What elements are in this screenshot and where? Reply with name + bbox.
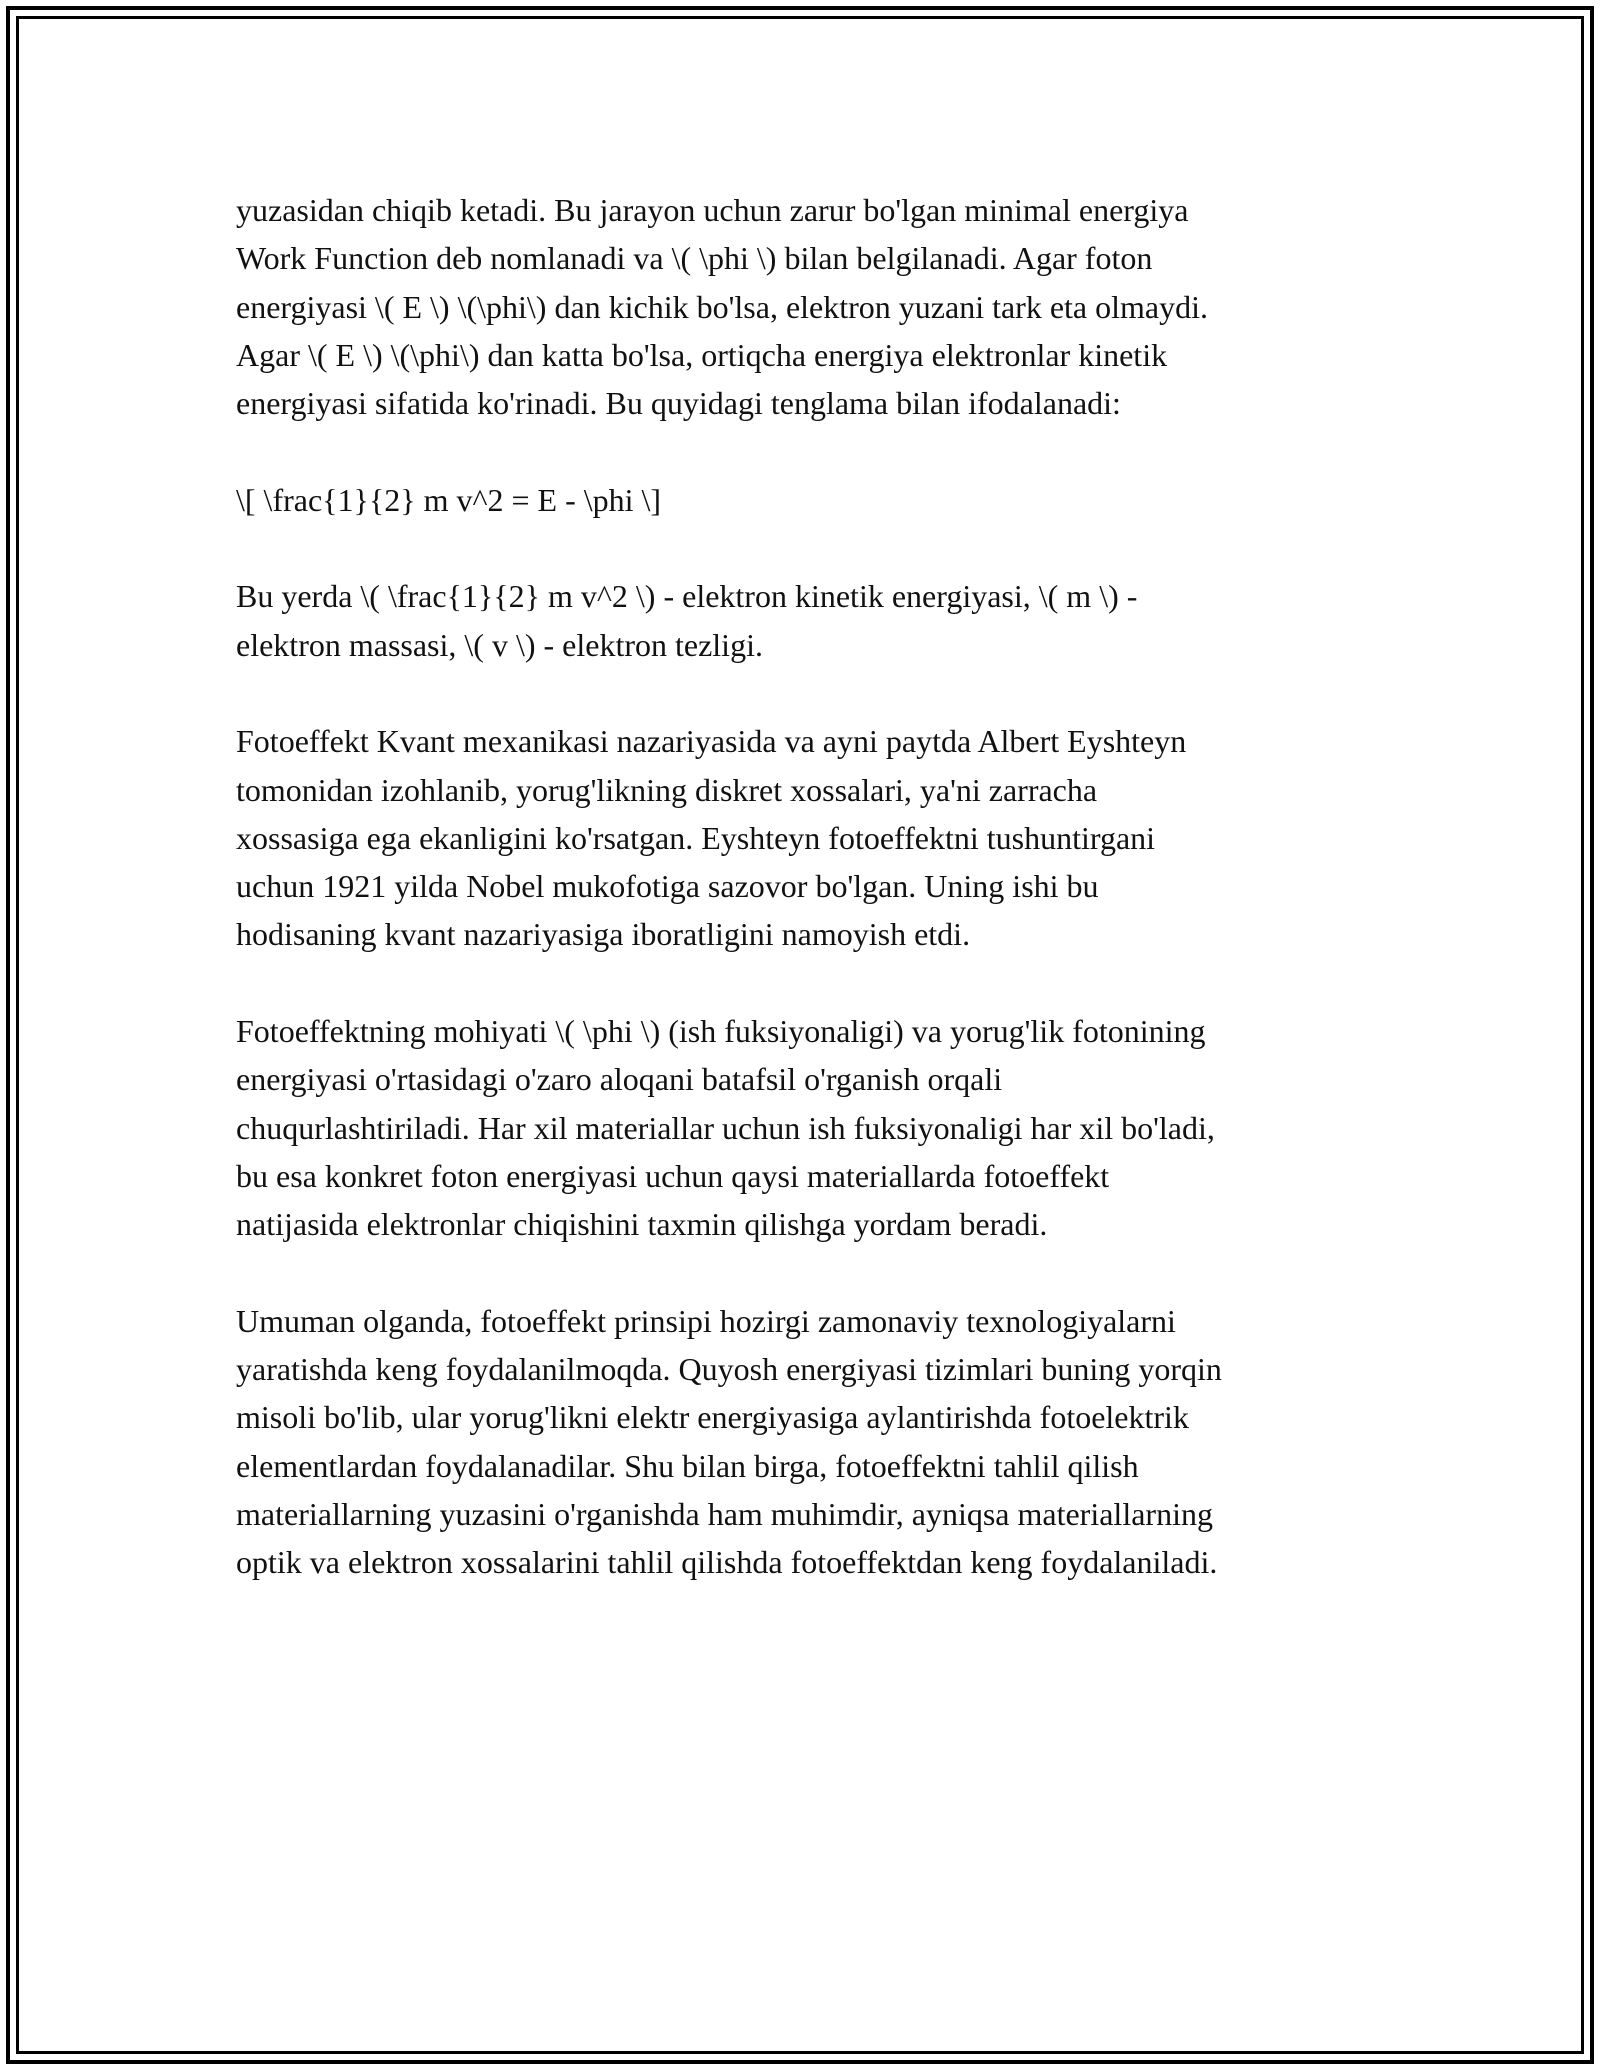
text-line: Work Function deb nomlanadi va \( \phi \) bilan belgilanadi. Agar foton <box>236 240 1153 277</box>
text-line: yaratishda keng foydalanilmoqda. Quyosh energiyasi tizimlari buning yorqin <box>236 1351 1222 1388</box>
text-line: Fotoeffekt Kvant mexanikasi nazariyasida va ayni paytda Albert Eyshteyn <box>236 723 1187 760</box>
text-line: Fotoeffektning mohiyati \( \phi \) (ish fuksiyonaligi) va yorug'lik fotonining <box>236 1013 1206 1050</box>
text-line: natijasida elektronlar chiqishini taxmin qilishga yordam beradi. <box>236 1206 1048 1243</box>
text-line: Agar \( E \) \(\phi\) dan katta bo'lsa, ortiqcha energiya elektronlar kinetik <box>236 336 1168 373</box>
paragraph-work-function <box>236 186 1386 427</box>
text-line: Umuman olganda, fotoeffekt prinsipi hozirgi zamonaviy texnologiyalarni <box>236 1302 1176 1339</box>
text-line: bu esa konkret foton energiyasi uchun qaysi materiallarda fotoeffekt <box>236 1157 1110 1194</box>
text-line: materiallarning yuzasini o'rganishda ham muhimdir, ayniqsa materiallarning <box>236 1496 1213 1533</box>
paragraph-equation-terms <box>236 572 1386 669</box>
text-line: energiyasi \( E \) \(\phi\) dan kichik bo'lsa, elektron yuzani tark eta olmaydi. <box>236 288 1208 325</box>
text-line: elementlardan foydalanadilar. Shu bilan birga, fotoeffektni tahlil qilish <box>236 1447 1139 1484</box>
equation-kinetic-energy <box>236 476 1386 524</box>
text-line: energiyasi o'rtasidagi o'zaro aloqani batafsil o'rganish orqali <box>236 1061 1003 1098</box>
text-line: xossasiga ega ekanligini ko'rsatgan. Eyshteyn fotoeffektni tushuntirgani <box>236 819 1156 856</box>
text-line: misoli bo'lib, ular yorug'likni elektr energiyasiga aylantirishda fotoelektrik <box>236 1399 1189 1436</box>
text-line: hodisaning kvant nazariyasiga iboratligini namoyish etdi. <box>236 916 971 953</box>
text-line: energiyasi sifatida ko'rinadi. Bu quyidagi tenglama bilan ifodalanadi: <box>236 385 1121 422</box>
paragraph-einstein <box>236 717 1386 958</box>
text-line: yuzasidan chiqib ketadi. Bu jarayon uchun zarur bo'lgan minimal energiya <box>236 192 1189 228</box>
text-line: uchun 1921 yilda Nobel mukofotiga sazovor bo'lgan. Uning ishi bu <box>236 868 1099 905</box>
document-body <box>236 186 1386 1635</box>
text-line: elektron massasi, \( v \) - elektron tezligi. <box>236 626 763 663</box>
text-line: tomonidan izohlanib, yorug'likning diskret xossalari, ya'ni zarracha <box>236 771 1098 808</box>
text-line: Bu yerda \( \frac{1}{2} m v^2 \) - elektron kinetik energiyasi, \( m \) - <box>236 578 1138 615</box>
equation-line: \[ \frac{1}{2} m v^2 = E - \phi \] <box>236 481 662 518</box>
text-line: optik va elektron xossalarini tahlil qilishda fotoeffektdan keng foydalaniladi. <box>236 1544 1218 1581</box>
text-line: chuqurlashtiriladi. Har xil materiallar uchun ish fuksiyonaligi har xil bo'ladi, <box>236 1109 1215 1146</box>
paragraph-applications <box>236 1297 1386 1587</box>
paragraph-essence <box>236 1007 1386 1248</box>
